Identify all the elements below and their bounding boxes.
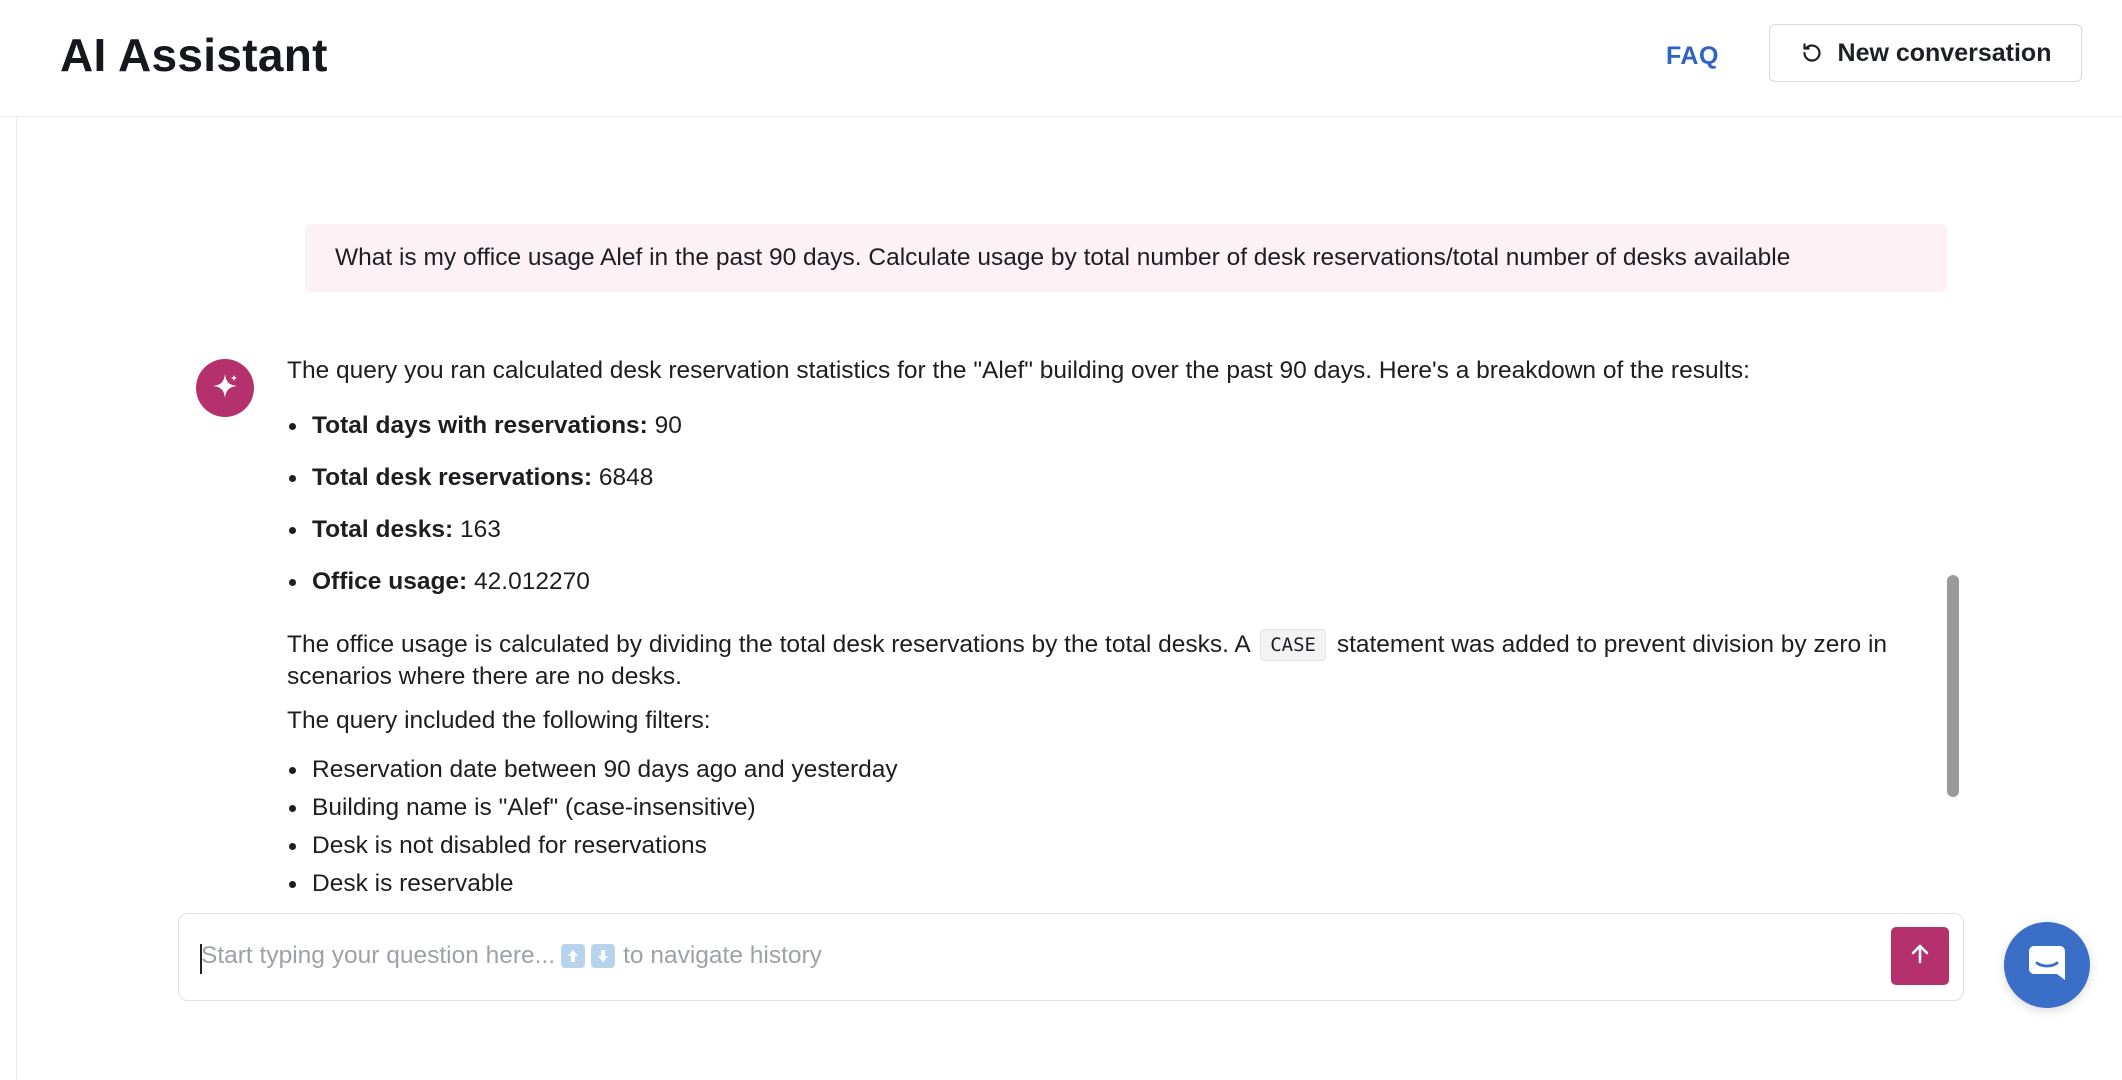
inline-code: CASE	[1260, 629, 1326, 661]
explanation-text	[287, 629, 1947, 693]
page-title: AI Assistant	[60, 29, 328, 81]
list-item	[287, 410, 682, 462]
result-value: 90	[654, 412, 682, 439]
assistant-intro: The query you ran calculated desk reservation statistics for the "Alef" building over the past 90 days. Here's a breakdown of the results:	[287, 357, 1750, 384]
placeholder-text: Start typing your question here...	[201, 942, 556, 969]
app-header	[0, 0, 2122, 117]
assistant-avatar	[196, 359, 254, 417]
results-list	[287, 410, 682, 618]
list-item	[287, 462, 682, 514]
result-label: Total days with reservations:	[312, 412, 648, 439]
list-item	[287, 566, 682, 618]
content-divider	[16, 116, 17, 1080]
chat-launcher-button[interactable]	[2004, 922, 2090, 1008]
user-message	[305, 224, 1947, 292]
arrow-down-key-icon	[591, 944, 615, 968]
user-message-text: What is my office usage Alef in the past 90 days. Calculate usage by total number of desk reservations/total number of desks available	[335, 244, 1791, 271]
list-item: Building name is "Alef" (case-insensitive)	[287, 792, 898, 830]
chat-bubble-icon	[2025, 941, 2069, 990]
sparkle-icon	[210, 371, 240, 406]
result-value: 6848	[598, 464, 654, 491]
question-input[interactable]	[178, 913, 1964, 1001]
refresh-icon	[1800, 41, 1824, 65]
list-item	[287, 514, 682, 566]
list-item: Desk is not disabled for reservations	[287, 830, 898, 868]
result-value: 42.012270	[474, 568, 590, 595]
filters-list	[287, 754, 898, 906]
new-conversation-button[interactable]	[1769, 24, 2082, 82]
result-label: Total desks:	[312, 516, 454, 543]
result-label: Total desk reservations:	[312, 464, 593, 491]
assistant-message	[287, 355, 1947, 897]
scrollbar-thumb[interactable]	[1947, 575, 1959, 797]
input-placeholder	[201, 942, 822, 970]
list-item: Reservation date between 90 days ago and yesterday	[287, 754, 898, 792]
faq-link[interactable]: FAQ	[1666, 42, 1719, 70]
explanation-after: statement was added to prevent division by zero in scenarios where there are no desks.	[287, 631, 1888, 690]
new-conversation-label: New conversation	[1837, 38, 2052, 67]
arrow-up-icon	[1907, 941, 1933, 972]
explanation-before: The office usage is calculated by dividing the total desk reservations by the total desks. A	[287, 631, 1250, 658]
list-item: Desk is reservable	[287, 868, 898, 906]
filters-intro: The query included the following filters:	[287, 707, 711, 734]
placeholder-hint: to navigate history	[623, 942, 822, 969]
result-label: Office usage:	[312, 568, 468, 595]
result-value: 163	[459, 516, 501, 543]
arrow-up-key-icon	[561, 944, 585, 968]
send-button[interactable]	[1891, 927, 1949, 985]
